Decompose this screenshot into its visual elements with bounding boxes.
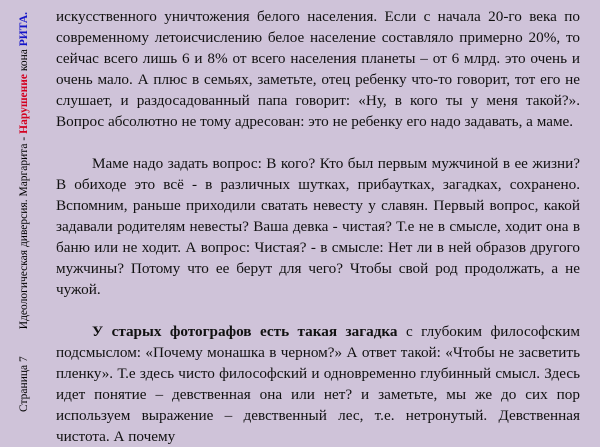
book-title <box>16 12 32 329</box>
page-side-header <box>16 12 32 412</box>
page-number: Страница 7 <box>18 356 30 412</box>
paragraph-2: Маме надо задать вопрос: В кого? Кто был первым мужчиной в ее жизни? В обиходе это всё - в различных шутках, прибаутках, загадках, сохранено. Вспомним, раньше приходили сватать невесту у славян. Первый вопрос, какой задавали родителям невесты? Ваша девка - чистая? Т.е не в смысле, ходит она в баню или не ходит. А вопрос: Чистая? - в смысле: Нет ли в ней образов другого мужчины? Потому что ее берут для чего? Чтобы свой род продолжать, а не чужой. <box>56 155 580 298</box>
paragraph-3 <box>56 321 580 447</box>
page-body <box>56 6 580 447</box>
book-title-main: Идеологическая диверсия. Маргарита - <box>18 133 30 330</box>
paragraph-gap <box>56 300 580 321</box>
book-title-mid: кона <box>18 46 30 75</box>
paragraph-1: искусственного уничтожения белого населения. Если с начала 20-го века по современному летоисчислению белое население составляло примерно 20%, то сейчас всего лишь 6 и 8% от всего населения планеты – от 6 млрд. это очень и очень мало. А плюс в семьях, заметьте, отец ребенку что-то говорит, тот его не слушает, и раздосадованный папа говорит: «Ну, в кого ты у меня такой?». Вопрос абсолютно не тому адресован: это не ребенку его надо задавать, а маме. <box>56 8 580 130</box>
paragraph-3-bold-lead: У старых фотографов есть такая загадка <box>92 323 398 340</box>
book-title-red: Нарушение <box>18 74 30 134</box>
book-title-blue: РИТА. <box>18 12 30 47</box>
paragraph-3-text: с глубоким философским подсмыслом: «Почему монашка в черном?» А ответ такой: «Чтобы не засветить пленку». Т.е здесь чисто философский и одновременно глубинный смысл. Здесь идет понятие – девственная она или нет? и заметьте, мы же до сих пор используем выражение – девственный лес, т.е. нетронутый. Девственная чистота. А почему <box>56 323 580 445</box>
paragraph-gap <box>56 132 580 153</box>
